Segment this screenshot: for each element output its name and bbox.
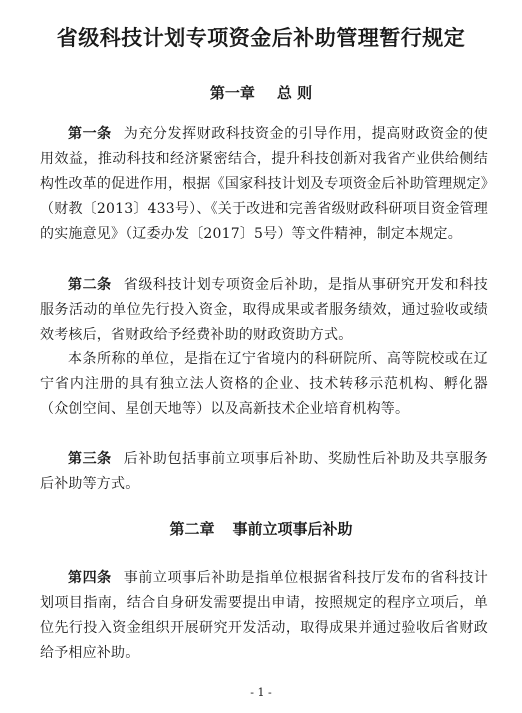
- article-1-text: 为充分发挥财政科技资金的引导作用，提高财政资金的使用效益，推动科技和经济紧密结合，提升科技创新对我省产业供给侧结构性改革的促进作用，根据《国家科技计划及专项资金后补助管理规定》（财教〔2013〕433号）、《关于改进和完善省级财政科研项目资金管理的实施意见》（辽委办发〔2017〕5号）等文件精神，制定本规定。: [40, 126, 489, 242]
- page-number: - 1 -: [250, 686, 272, 699]
- article-2-text: 省级科技计划专项资金后补助，是指从事研究开发和科技服务活动的单位先行投入资金，取得成果或者服务绩效，通过验收或绩效考核后，省财政给予经费补助的财政资助方式。: [40, 277, 489, 343]
- chapter-2-heading: [0, 518, 522, 539]
- article-2: [40, 273, 488, 348]
- article-3: [40, 447, 488, 497]
- article-4: [40, 566, 488, 666]
- chapter-2-number: 第二章: [169, 520, 215, 538]
- chapter-1-heading: [0, 82, 522, 103]
- article-1: [40, 122, 488, 247]
- article-4-label: 第四条: [68, 570, 112, 586]
- document-title: 省级科技计划专项资金后补助管理暂行规定: [56, 26, 466, 50]
- chapter-2-name: 事前立项事后补助: [232, 520, 353, 538]
- chapter-1-name: 总 则: [276, 84, 313, 102]
- article-2-paragraph-2-text: 本条所称的单位，是指在辽宁省境内的科研院所、高等院校或在辽宁省内注册的具有独立法人资格的企业、技术转移示范机构、孵化器（众创空间、星创天地等）以及高新技术企业培育机构等。: [40, 351, 488, 417]
- article-3-label: 第三条: [68, 451, 112, 467]
- article-4-text: 事前立项事后补助是指单位根据省科技厅发布的省科技计划项目指南，结合自身研发需要提出申请，按照规定的程序立项后，单位先行投入资金组织开展研究开发活动，取得成果并通过验收后省财政给予相应补助。: [40, 570, 489, 661]
- chapter-1-number: 第一章: [209, 84, 255, 102]
- article-2-label: 第二条: [68, 277, 112, 293]
- article-1-label: 第一条: [68, 126, 112, 142]
- article-3-text: 后补助包括事前立项事后补助、奖励性后补助及共享服务后补助等方式。: [40, 451, 489, 492]
- article-2-paragraph-2: [40, 347, 488, 422]
